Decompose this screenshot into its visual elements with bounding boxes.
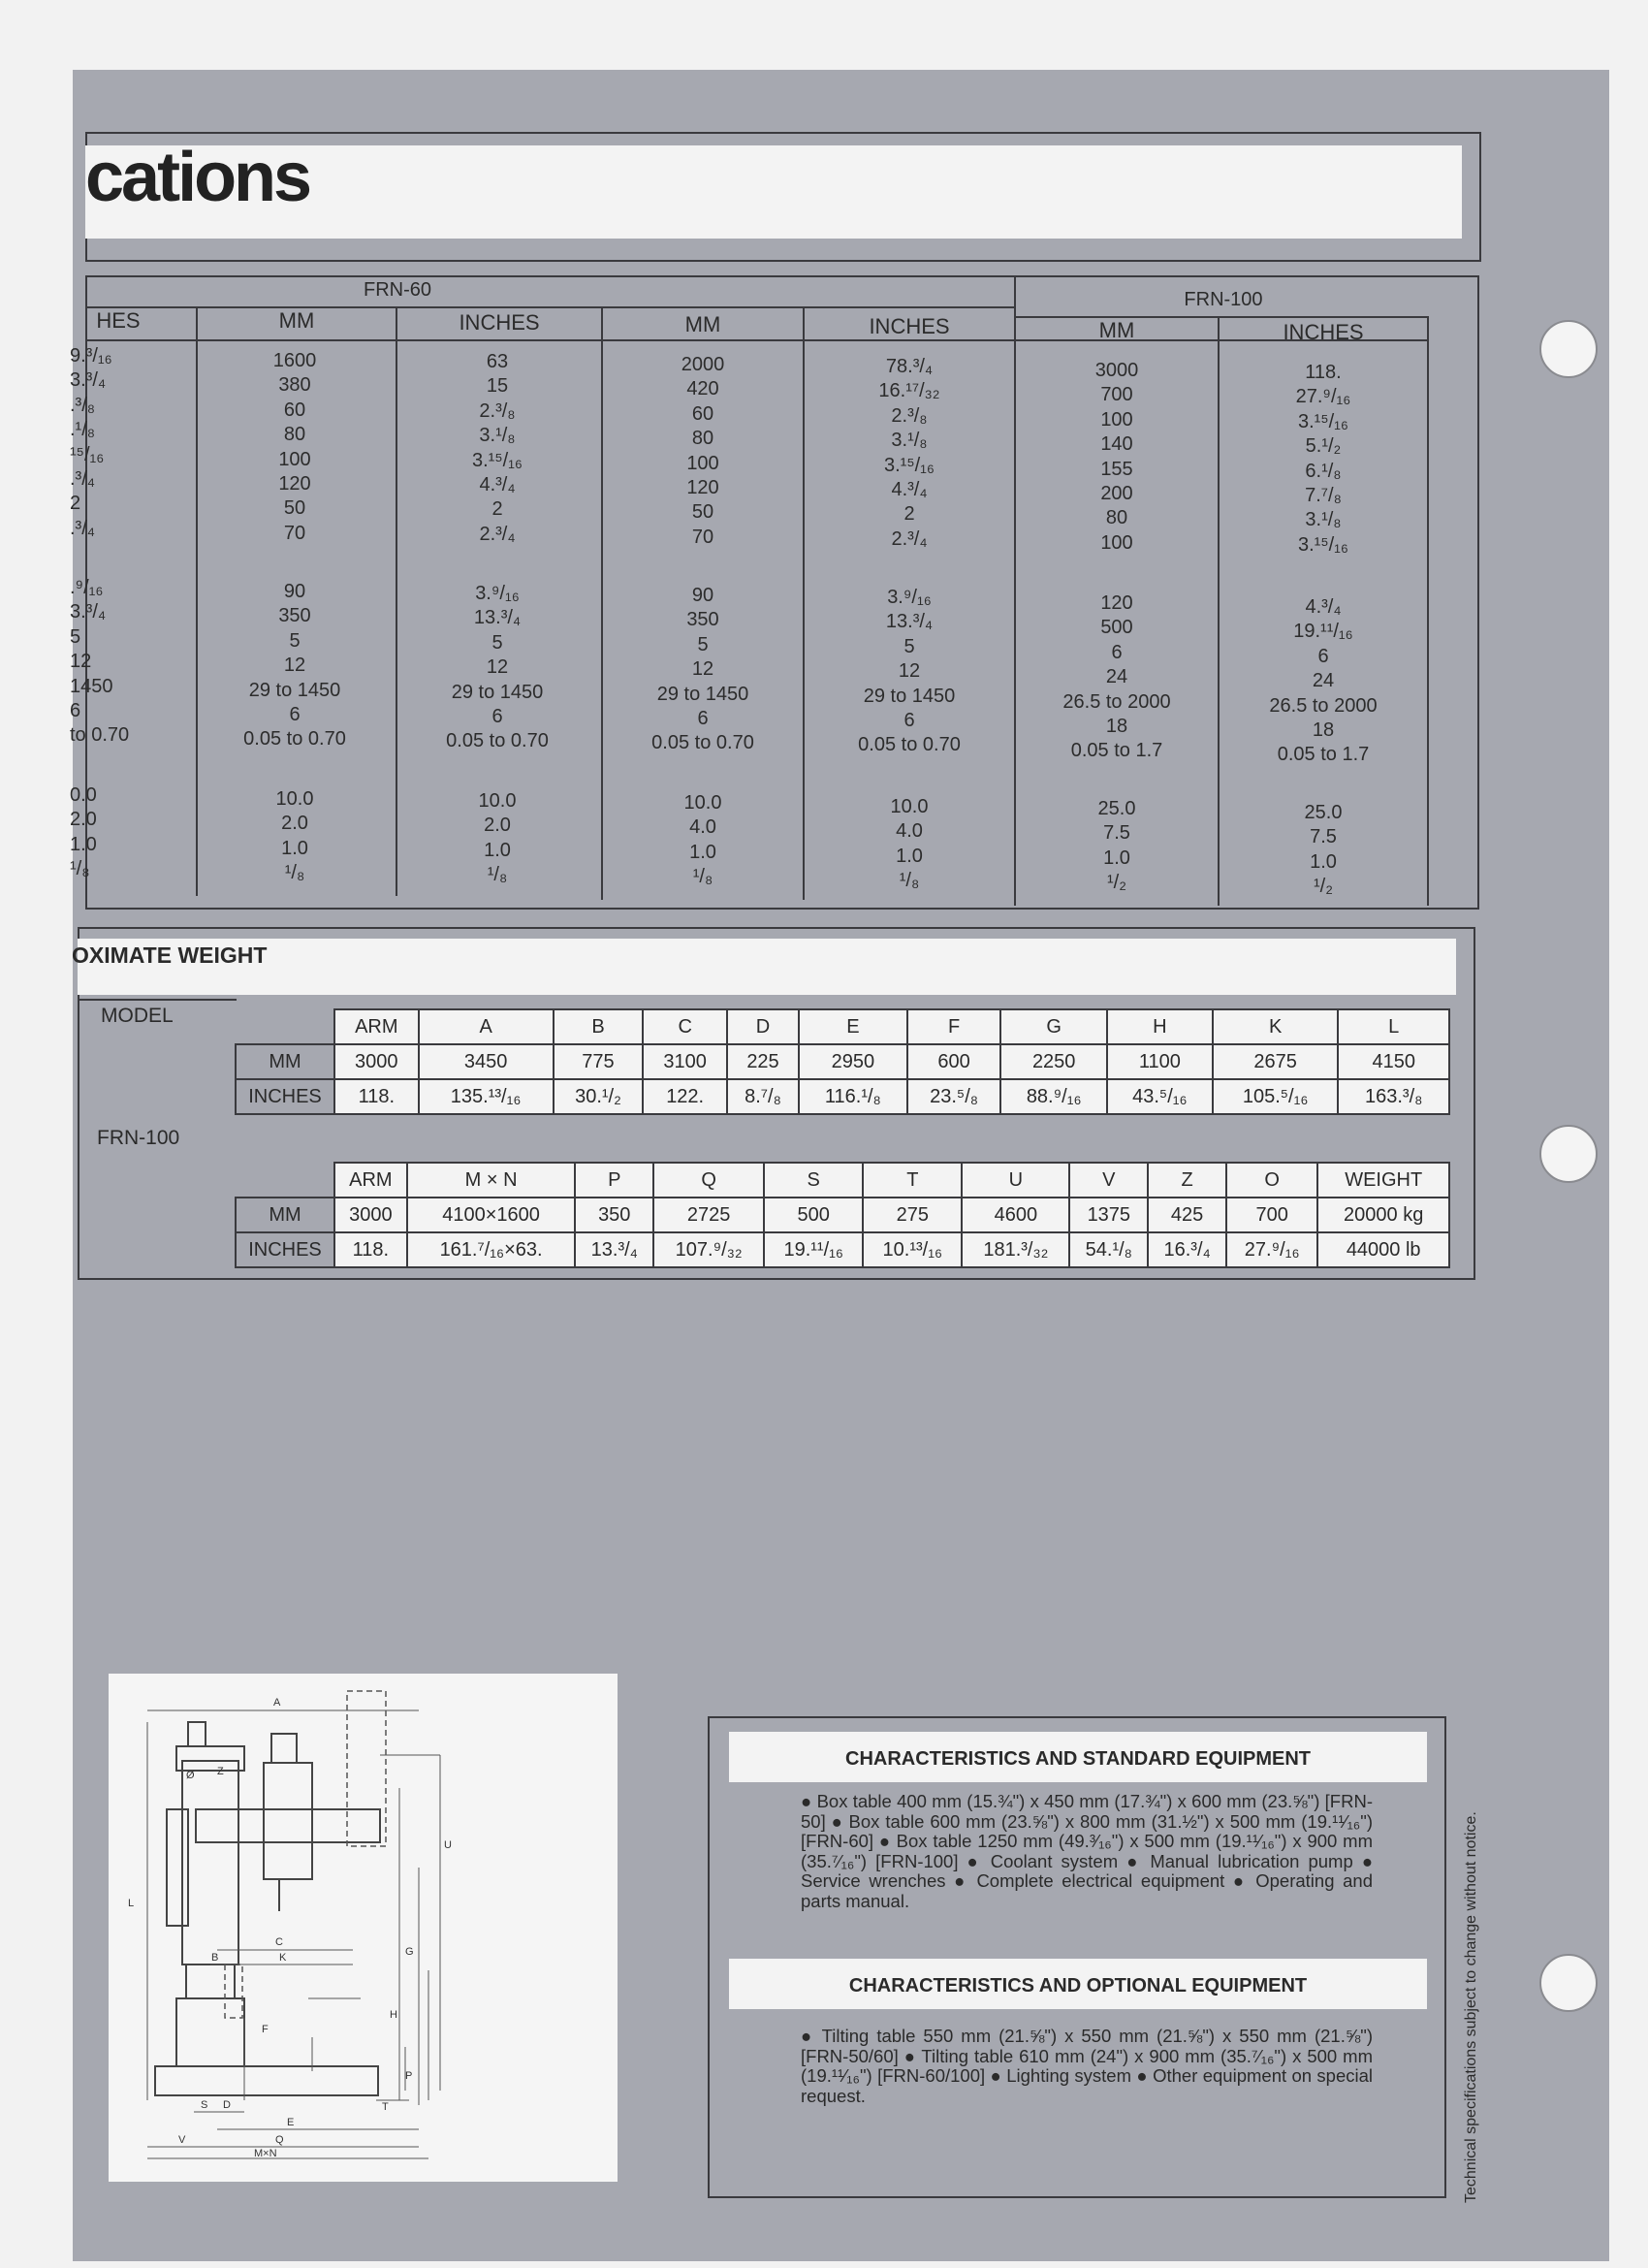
spec-column-block bbox=[1016, 797, 1218, 896]
spec-value: 100 bbox=[1100, 408, 1133, 431]
spec-value: 1.0 bbox=[689, 841, 716, 863]
dimension-value: 8.⁷/₈ bbox=[727, 1079, 799, 1114]
diagram-label: A bbox=[273, 1697, 281, 1709]
spec-value: 80 bbox=[1105, 507, 1128, 529]
spec-value: 6 bbox=[70, 700, 81, 722]
spec-value: 3000 bbox=[1094, 360, 1139, 381]
spec-value: 60 bbox=[691, 402, 714, 425]
spec-value: 4.³/₄ bbox=[1305, 596, 1342, 618]
dimension-header: V bbox=[1069, 1163, 1148, 1198]
dimension-value: 2725 bbox=[653, 1198, 764, 1232]
binder-hole-bottom bbox=[1539, 1954, 1598, 2012]
spec-value: 380 bbox=[278, 374, 311, 397]
diagram-label: Z bbox=[217, 1766, 224, 1777]
dimension-value: 105.⁵/₁₆ bbox=[1213, 1079, 1339, 1114]
spec-value: 18 bbox=[1105, 716, 1128, 738]
spec-value: 6 bbox=[491, 706, 503, 728]
spec-value: 1.0 bbox=[1310, 850, 1337, 873]
characteristics-panel bbox=[708, 1716, 1446, 2198]
spec-value: 3.⁹/₁₆ bbox=[475, 583, 520, 604]
spec-value: 2 bbox=[70, 493, 81, 515]
dimension-value: 135.¹³/₁₆ bbox=[419, 1079, 554, 1114]
spec-column-block bbox=[805, 795, 1014, 894]
spec-value: 25.0 bbox=[1304, 802, 1343, 823]
spec-column-block bbox=[1220, 595, 1427, 768]
spec-column-block bbox=[70, 344, 167, 541]
spec-value: 118. bbox=[1305, 362, 1342, 383]
spec-value: 0.05 to 1.7 bbox=[1277, 744, 1370, 766]
spec-value: 500 bbox=[1100, 617, 1133, 639]
dimension-value: 16.³/₄ bbox=[1148, 1232, 1226, 1267]
model-value: FRN-100 bbox=[97, 1127, 180, 1149]
spec-value: 2.³/₄ bbox=[891, 527, 928, 550]
spec-value: 50 bbox=[283, 497, 306, 520]
diagram-label: P bbox=[405, 2070, 413, 2082]
table-corner bbox=[236, 1163, 334, 1198]
spec-value: 1.0 bbox=[484, 839, 511, 861]
dimension-value: 225 bbox=[727, 1044, 799, 1079]
col-header: INCHES bbox=[1283, 320, 1364, 344]
spec-value: 29 to 1450 bbox=[656, 683, 749, 705]
dimension-value: 118. bbox=[334, 1232, 407, 1267]
spec-value: 24 bbox=[1312, 670, 1335, 692]
dimension-value: 3000 bbox=[334, 1198, 407, 1232]
spec-value: 10.0 bbox=[478, 790, 517, 812]
spec-value: 90 bbox=[283, 581, 306, 602]
diagram-label: C bbox=[275, 1936, 283, 1948]
spec-column-block bbox=[397, 789, 597, 888]
dimension-value: 2675 bbox=[1213, 1044, 1339, 1079]
dimension-value: 116.¹/₈ bbox=[799, 1079, 907, 1114]
spec-value: 3.³/₄ bbox=[70, 369, 107, 392]
technical-notice: Technical specifications subject to change without notice. bbox=[1463, 1811, 1479, 2203]
diagram-label: S bbox=[201, 2099, 208, 2111]
spec-value: 10.0 bbox=[275, 788, 314, 810]
spec-value: 0.05 to 0.70 bbox=[446, 730, 549, 752]
spec-column-block bbox=[603, 584, 803, 756]
spec-value: 100 bbox=[278, 448, 311, 470]
spec-value: 3.¹/₈ bbox=[1305, 509, 1342, 531]
spec-column-block bbox=[805, 355, 1014, 552]
dimension-value: 4100×1600 bbox=[407, 1198, 576, 1232]
dimension-value: 3100 bbox=[643, 1044, 727, 1079]
spec-value: 2 bbox=[903, 503, 915, 526]
spec-value: 10.0 bbox=[683, 792, 722, 814]
spec-value: 5 bbox=[697, 633, 709, 655]
spec-value: 12 bbox=[486, 656, 509, 679]
dimension-value: 3450 bbox=[419, 1044, 554, 1079]
spec-value: 3.¹⁵/₁₆ bbox=[471, 449, 523, 471]
spec-value: 29 to 1450 bbox=[248, 679, 341, 701]
dimension-value: 700 bbox=[1226, 1198, 1317, 1232]
spec-value: 200 bbox=[1100, 483, 1133, 505]
spec-value: 100 bbox=[1100, 531, 1133, 554]
dimension-value: 2250 bbox=[1000, 1044, 1106, 1079]
dimension-header: WEIGHT bbox=[1317, 1163, 1449, 1198]
spec-value: ¹/₈ bbox=[70, 858, 90, 880]
spec-value: 5 bbox=[70, 625, 81, 648]
spec-value: 6 bbox=[289, 704, 301, 726]
dimension-value: 43.⁵/₁₆ bbox=[1107, 1079, 1213, 1114]
spec-value: 16.¹⁷/₃₂ bbox=[878, 380, 940, 402]
col-header: MM bbox=[684, 312, 721, 336]
spec-value: 5 bbox=[491, 631, 503, 654]
spec-value: 24 bbox=[1105, 666, 1128, 688]
spec-column-block bbox=[805, 586, 1014, 758]
dimension-value: 88.⁹/₁₆ bbox=[1000, 1079, 1106, 1114]
spec-column-block bbox=[603, 353, 803, 550]
spec-value: 3.¹/₈ bbox=[891, 430, 928, 452]
spec-value: 2.³/₈ bbox=[479, 399, 516, 422]
unit-label: MM bbox=[236, 1198, 334, 1232]
spec-value: ¹/₈ bbox=[692, 866, 713, 888]
dimension-header: U bbox=[962, 1163, 1069, 1198]
spec-value: ¹/₂ bbox=[1314, 876, 1333, 898]
weight-section-title: OXIMATE WEIGHT bbox=[72, 942, 268, 968]
diagram-label: Q bbox=[275, 2134, 284, 2146]
spec-value: 1.0 bbox=[70, 833, 97, 855]
spec-value: 1600 bbox=[272, 350, 317, 371]
spec-value: .⁹/₁₆ bbox=[70, 577, 104, 598]
spec-value: 3.¹/₈ bbox=[479, 425, 516, 447]
dimension-value: 118. bbox=[334, 1079, 419, 1114]
table-corner bbox=[236, 1009, 334, 1044]
dimension-table-2 bbox=[235, 1162, 1450, 1268]
spec-value: 4.0 bbox=[689, 816, 716, 839]
spec-value: 2.0 bbox=[484, 815, 511, 837]
dimension-value: 107.⁹/₃₂ bbox=[653, 1232, 764, 1267]
dimension-value: 4600 bbox=[962, 1198, 1069, 1232]
spec-value: 18 bbox=[1312, 719, 1335, 742]
dimension-value: 600 bbox=[907, 1044, 1001, 1079]
diagram-label: T bbox=[382, 2101, 389, 2113]
spec-value: 3.⁹/₁₆ bbox=[887, 587, 932, 608]
spec-value: 25.0 bbox=[1097, 798, 1136, 819]
spec-value: 5.¹/₂ bbox=[1305, 435, 1342, 458]
col-header: INCHES bbox=[459, 310, 540, 335]
spec-column-block bbox=[1220, 801, 1427, 900]
spec-value: 70 bbox=[691, 526, 714, 548]
dimension-value: 275 bbox=[863, 1198, 962, 1232]
spec-value: 4.³/₄ bbox=[891, 479, 928, 501]
spec-value: ¹/₂ bbox=[1107, 872, 1126, 894]
dimension-header: Z bbox=[1148, 1163, 1226, 1198]
spec-value: 0.05 to 0.70 bbox=[243, 728, 346, 751]
table-row bbox=[236, 1044, 1449, 1079]
spec-value: to 0.70 bbox=[70, 724, 130, 747]
spec-value: 2.0 bbox=[70, 809, 97, 831]
dimension-value: 4150 bbox=[1338, 1044, 1449, 1079]
spec-column-block bbox=[198, 349, 392, 546]
spec-value: 2 bbox=[491, 498, 503, 521]
spec-value: 3.¹⁵/₁₆ bbox=[883, 454, 935, 476]
dimension-header: B bbox=[554, 1009, 644, 1044]
diagram-label: V bbox=[178, 2134, 186, 2146]
spec-column-block bbox=[1220, 361, 1427, 558]
spec-value: 6 bbox=[697, 708, 709, 730]
dimension-header: F bbox=[907, 1009, 1001, 1044]
diagram-label: K bbox=[279, 1952, 287, 1964]
spec-value: 2000 bbox=[681, 354, 725, 375]
spec-value: 6 bbox=[1317, 645, 1329, 667]
spec-value: 0.05 to 0.70 bbox=[858, 734, 961, 756]
spec-value: 19.¹¹/₁₆ bbox=[1293, 621, 1353, 643]
optional-equipment-text: ● Tilting table 550 mm (21.⅝") x 550 mm (21.⅝") x 550 mm (21.⅝") [FRN-50/60] ● Tilting table 610 mm (24") x 900 mm (35.⁷⁄₁₆") x 500 mm (19.¹¹⁄₁₆") [FRN-60/100] ● Lighting system ● Other equipment on special request. bbox=[801, 2026, 1373, 2106]
dimension-header: ARM bbox=[334, 1163, 407, 1198]
dimension-header: P bbox=[575, 1163, 653, 1198]
binder-hole-middle bbox=[1539, 1125, 1598, 1183]
dimension-table-1 bbox=[235, 1008, 1450, 1115]
diagram-label: D bbox=[223, 2099, 231, 2111]
spec-value: 3.³/₄ bbox=[70, 601, 107, 623]
spec-value: 29 to 1450 bbox=[863, 685, 956, 707]
spec-value: 0.0 bbox=[70, 784, 97, 806]
col-header: INCHES bbox=[869, 314, 950, 338]
dimension-value: 20000 kg bbox=[1317, 1198, 1449, 1232]
spec-value: 3.¹⁵/₁₆ bbox=[1297, 410, 1348, 432]
spec-value: 1.0 bbox=[896, 845, 923, 867]
dimension-header: K bbox=[1213, 1009, 1339, 1044]
dimension-header: A bbox=[419, 1009, 554, 1044]
unit-label: INCHES bbox=[236, 1232, 334, 1267]
spec-value: 13.³/₄ bbox=[473, 607, 522, 629]
standard-equipment-title: CHARACTERISTICS AND STANDARD EQUIPMENT bbox=[729, 1732, 1427, 1782]
spec-value: 700 bbox=[1100, 384, 1133, 406]
diagram-label: U bbox=[444, 1839, 452, 1851]
spec-value: 7.5 bbox=[1310, 826, 1337, 848]
spec-value: 7.⁷/₈ bbox=[1305, 485, 1342, 507]
group-frn100: FRN-100 bbox=[1184, 289, 1263, 310]
spec-value: 155 bbox=[1100, 458, 1133, 480]
dimension-value: 3000 bbox=[334, 1044, 419, 1079]
spec-value: ¹/₈ bbox=[899, 870, 920, 892]
spec-value: 80 bbox=[691, 428, 714, 450]
model-label: MODEL bbox=[101, 1005, 174, 1027]
optional-equipment-title: CHARACTERISTICS AND OPTIONAL EQUIPMENT bbox=[729, 1959, 1427, 2009]
spec-value: 350 bbox=[278, 605, 311, 627]
diagram-label: M×N bbox=[254, 2148, 277, 2159]
spec-value: 120 bbox=[278, 473, 311, 495]
dimension-header: C bbox=[643, 1009, 727, 1044]
spec-value: 5 bbox=[289, 629, 301, 652]
spec-column-block bbox=[198, 787, 392, 886]
spec-value: 3.¹⁵/₁₆ bbox=[1297, 533, 1348, 556]
table-row bbox=[236, 1198, 1449, 1232]
dimension-header: O bbox=[1226, 1163, 1317, 1198]
dimension-value: 54.¹/₈ bbox=[1069, 1232, 1148, 1267]
dimension-header: E bbox=[799, 1009, 907, 1044]
dimension-header: Q bbox=[653, 1163, 764, 1198]
diagram-label: Ø bbox=[186, 1770, 195, 1781]
spec-value: .³/₈ bbox=[70, 394, 96, 416]
spec-column-block bbox=[397, 582, 597, 754]
spec-value: 13.³/₄ bbox=[885, 611, 934, 633]
dimension-header: S bbox=[764, 1163, 863, 1198]
spec-value: 350 bbox=[686, 609, 719, 631]
dimension-value: 19.¹¹/₁₆ bbox=[764, 1232, 863, 1267]
spec-value: 420 bbox=[686, 378, 719, 400]
spec-value: 4.0 bbox=[896, 820, 923, 843]
spec-value: 1450 bbox=[70, 675, 113, 697]
spec-value: 0.05 to 1.7 bbox=[1070, 740, 1163, 762]
spec-value: 120 bbox=[686, 477, 719, 499]
dimension-value: 2950 bbox=[799, 1044, 907, 1079]
spec-column-block bbox=[1016, 359, 1218, 556]
spec-value: 6 bbox=[903, 710, 915, 732]
dimension-value: 30.¹/₂ bbox=[554, 1079, 644, 1114]
binder-hole-top bbox=[1539, 320, 1598, 378]
spec-value: 90 bbox=[691, 585, 714, 606]
spec-value: 27.⁹/₁₆ bbox=[1295, 386, 1351, 408]
spec-value: 12 bbox=[283, 655, 306, 677]
spec-value: .³/₄ bbox=[70, 517, 95, 539]
col-header: HES bbox=[96, 308, 141, 333]
spec-value: 0.05 to 0.70 bbox=[651, 732, 754, 754]
spec-value: 60 bbox=[283, 399, 306, 421]
weight-band bbox=[78, 939, 1456, 995]
spec-value: 7.5 bbox=[1103, 822, 1130, 845]
dimension-value: 500 bbox=[764, 1198, 863, 1232]
spec-value: 2.³/₈ bbox=[891, 404, 928, 427]
spec-value: 100 bbox=[686, 452, 719, 474]
spec-value: 1.0 bbox=[281, 837, 308, 859]
dimension-value: 122. bbox=[643, 1079, 727, 1114]
spec-value: 12 bbox=[70, 651, 92, 673]
spec-value: 50 bbox=[691, 501, 714, 524]
spec-value: 6.¹/₈ bbox=[1305, 460, 1342, 482]
spec-value: 78.³/₄ bbox=[885, 356, 934, 377]
spec-column-block bbox=[603, 791, 803, 890]
spec-value: 2.0 bbox=[281, 813, 308, 835]
spec-value: 10.0 bbox=[890, 796, 929, 817]
spec-value: 5 bbox=[903, 635, 915, 657]
spec-value: 120 bbox=[1100, 592, 1133, 614]
spec-value: 80 bbox=[283, 424, 306, 446]
dimension-value: 44000 lb bbox=[1317, 1232, 1449, 1267]
group-frn60: FRN-60 bbox=[363, 279, 431, 301]
spec-column-block bbox=[198, 580, 392, 752]
spec-value: .³/₄ bbox=[70, 468, 95, 491]
spec-column-block bbox=[70, 576, 167, 749]
dimension-header: M × N bbox=[407, 1163, 576, 1198]
page-title: cations bbox=[85, 139, 310, 216]
dimension-header: ARM bbox=[334, 1009, 419, 1044]
dimension-header: T bbox=[863, 1163, 962, 1198]
dimension-value: 425 bbox=[1148, 1198, 1226, 1232]
dimension-header: D bbox=[727, 1009, 799, 1044]
diagram-label: E bbox=[287, 2117, 295, 2128]
spec-value: 63 bbox=[486, 351, 509, 372]
spec-value: 2.³/₄ bbox=[479, 523, 516, 545]
dimension-header: H bbox=[1107, 1009, 1213, 1044]
table-row bbox=[236, 1232, 1449, 1267]
dimension-value: 1100 bbox=[1107, 1044, 1213, 1079]
dimension-value: 23.⁵/₈ bbox=[907, 1079, 1001, 1114]
diagram-label: B bbox=[211, 1952, 219, 1964]
dimension-value: 161.⁷/₁₆×63. bbox=[407, 1232, 576, 1267]
spec-value: 9.³/₁₆ bbox=[70, 345, 112, 367]
spec-value: 29 to 1450 bbox=[451, 681, 544, 703]
dimension-value: 350 bbox=[575, 1198, 653, 1232]
dimension-value: 13.³/₄ bbox=[575, 1232, 653, 1267]
standard-equipment-text: ● Box table 400 mm (15.¾") x 450 mm (17.¾") x 600 mm (23.⅝") [FRN-50] ● Box table 600 mm (23.⅝") x 800 mm (31.½") x 500 mm (19.¹¹⁄₁₆") [FRN-60] ● Box table 1250 mm (49.³⁄₁₆") x 500 mm (19.¹¹⁄₁₆") x 900 mm (35.⁷⁄₁₆") [FRN-100] ● Coolant system ● Manual lubrication pump ● Service wrenches ● Complete electrical equipment ● Operating and parts manual. bbox=[801, 1791, 1373, 1911]
spec-value: ¹⁵/₁₆ bbox=[70, 443, 105, 465]
spec-value: 4.³/₄ bbox=[479, 474, 516, 496]
spec-value: 6 bbox=[1111, 641, 1123, 663]
spec-value: 12 bbox=[898, 660, 921, 683]
spec-column-block bbox=[70, 783, 167, 882]
spec-value: 140 bbox=[1100, 433, 1133, 456]
spec-value: ¹/₈ bbox=[284, 862, 305, 884]
col-header: MM bbox=[278, 308, 315, 333]
spec-column-block bbox=[1016, 591, 1218, 764]
dimension-header: L bbox=[1338, 1009, 1449, 1044]
diagram-label: L bbox=[128, 1898, 135, 1909]
diagram-label: G bbox=[405, 1946, 414, 1958]
table-row bbox=[236, 1079, 1449, 1114]
unit-label: INCHES bbox=[236, 1079, 334, 1114]
spec-value: .¹/₈ bbox=[70, 419, 96, 441]
dimension-value: 775 bbox=[554, 1044, 644, 1079]
dimension-value: 1375 bbox=[1069, 1198, 1148, 1232]
spec-value: 26.5 to 2000 bbox=[1062, 690, 1171, 713]
diagram-label: H bbox=[390, 2009, 397, 2021]
spec-value: ¹/₈ bbox=[487, 864, 508, 886]
spec-value: 15 bbox=[486, 375, 509, 398]
dimension-value: 10.¹³/₁₆ bbox=[863, 1232, 962, 1267]
spec-value: 26.5 to 2000 bbox=[1269, 694, 1378, 717]
spec-value: 70 bbox=[283, 522, 306, 544]
diagram-label: F bbox=[262, 2024, 269, 2035]
dimension-value: 163.³/₈ bbox=[1338, 1079, 1449, 1114]
unit-label: MM bbox=[236, 1044, 334, 1079]
dimension-value: 27.⁹/₁₆ bbox=[1226, 1232, 1317, 1267]
dimension-header: G bbox=[1000, 1009, 1106, 1044]
col-header: MM bbox=[1098, 318, 1135, 342]
spec-value: 12 bbox=[691, 658, 714, 681]
spec-column-block bbox=[397, 350, 597, 547]
machine-diagram bbox=[109, 1674, 618, 2182]
spec-value: 1.0 bbox=[1103, 847, 1130, 869]
dimension-value: 181.³/₃₂ bbox=[962, 1232, 1069, 1267]
